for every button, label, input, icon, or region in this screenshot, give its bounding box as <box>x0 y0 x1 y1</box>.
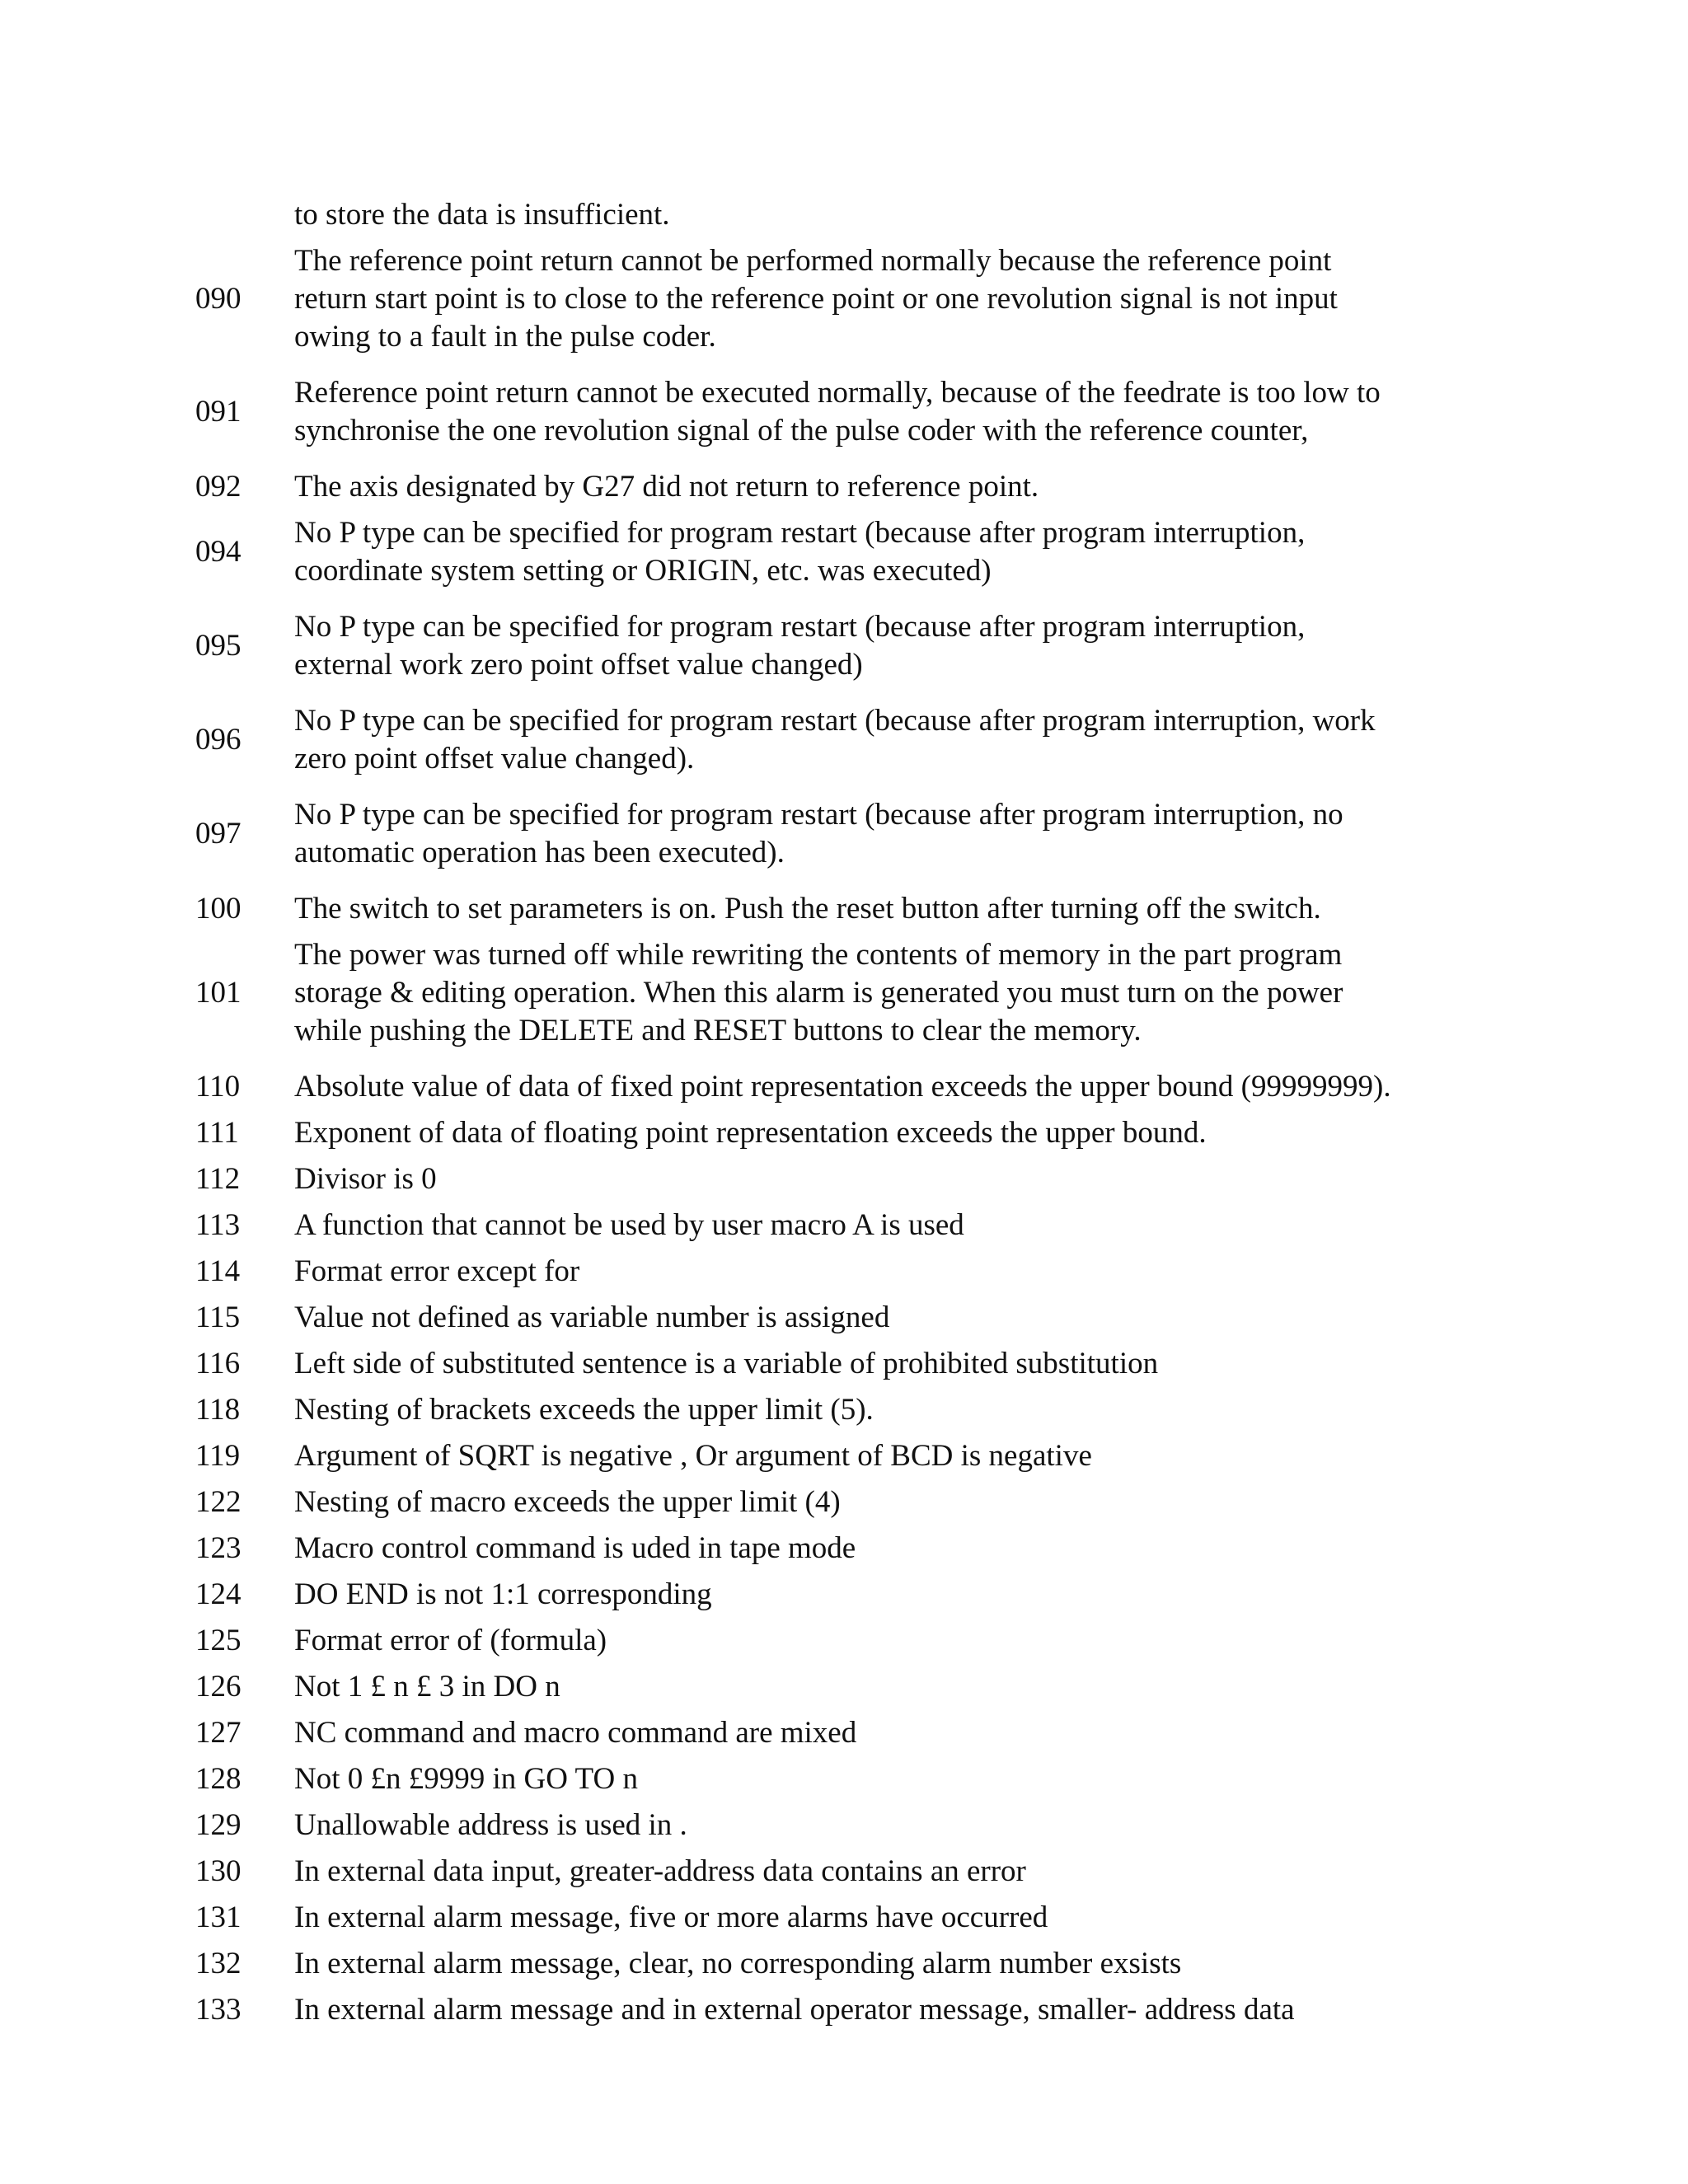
alarm-description <box>294 196 1481 234</box>
alarm-description <box>294 1530 1481 1568</box>
alarm-description-line: Exponent of data of floating point representation exceeds the upper bound. <box>294 1116 1207 1150</box>
alarm-code: 133 <box>195 1993 241 2027</box>
alarm-description-line: No P type can be specified for program restart (because after program interruption, work <box>294 704 1376 738</box>
alarm-code: 128 <box>195 1762 241 1796</box>
alarm-row <box>195 514 1481 590</box>
alarm-row <box>195 702 1481 778</box>
alarm-code: 095 <box>195 629 241 663</box>
alarm-code: 126 <box>195 1670 241 1704</box>
alarm-row <box>195 796 1481 872</box>
alarm-code: 125 <box>195 1624 241 1657</box>
alarm-description-line: Macro control command is uded in tape mode <box>294 1531 856 1565</box>
alarm-row <box>195 1991 1481 2029</box>
alarm-description-line: NC command and macro command are mixed <box>294 1716 857 1750</box>
alarm-description <box>294 1207 1481 1244</box>
alarm-code: 112 <box>195 1162 241 1196</box>
alarm-code: 094 <box>195 535 241 569</box>
alarm-description <box>294 1945 1481 1983</box>
alarm-row <box>195 1945 1481 1983</box>
alarm-description-line: Format error of (formula) <box>294 1624 607 1657</box>
alarm-row <box>195 1207 1481 1244</box>
alarm-row <box>195 608 1481 684</box>
alarm-row <box>195 1714 1481 1752</box>
alarm-description-line: external work zero point offset value changed) <box>294 648 863 682</box>
alarm-code: 096 <box>195 723 241 757</box>
alarm-description-line: Reference point return cannot be executed normally, because of the feedrate is too low to <box>294 376 1381 410</box>
alarm-description-line: Nesting of macro exceeds the upper limit (4) <box>294 1485 841 1519</box>
alarm-description-line: The reference point return cannot be performed normally because the reference point <box>294 244 1332 278</box>
alarm-code: 111 <box>195 1116 239 1150</box>
alarm-description-line: Argument of SQRT is negative , Or argument of BCD is negative <box>294 1439 1092 1473</box>
alarm-code: 118 <box>195 1393 241 1427</box>
alarm-description <box>294 1483 1481 1521</box>
alarm-row <box>195 1160 1481 1198</box>
alarm-description <box>294 1991 1481 2029</box>
alarm-description-line: Not 1 £ n £ 3 in DO n <box>294 1670 560 1704</box>
alarm-code: 122 <box>195 1485 241 1519</box>
alarm-code: 113 <box>195 1208 241 1242</box>
alarm-description <box>294 1437 1481 1475</box>
alarm-row <box>195 1668 1481 1706</box>
alarm-description <box>294 374 1481 450</box>
alarm-description <box>294 1299 1481 1337</box>
alarm-code: 097 <box>195 817 241 851</box>
alarm-description-line: to store the data is insufficient. <box>294 198 670 232</box>
alarm-code: 130 <box>195 1854 241 1888</box>
alarm-description-line: Nesting of brackets exceeds the upper limit (5). <box>294 1393 874 1427</box>
alarm-description-line: storage & editing operation. When this alarm is generated you must turn on the power <box>294 976 1343 1010</box>
alarm-row <box>195 1622 1481 1660</box>
alarm-row <box>195 1807 1481 1844</box>
alarm-code: 129 <box>195 1808 241 1842</box>
alarm-description <box>294 1576 1481 1614</box>
alarm-description-line: Format error except for <box>294 1254 580 1288</box>
alarm-description <box>294 468 1481 506</box>
alarm-code: 132 <box>195 1947 241 1980</box>
alarm-description-line: Left side of substituted sentence is a variable of prohibited substitution <box>294 1347 1159 1380</box>
alarm-description-line: automatic operation has been executed). <box>294 836 785 869</box>
alarm-description <box>294 1668 1481 1706</box>
alarm-description-line: In external alarm message, clear, no corresponding alarm number exsists <box>294 1947 1182 1980</box>
alarm-description-line: owing to a fault in the pulse coder. <box>294 320 716 354</box>
alarm-description <box>294 1899 1481 1937</box>
alarm-description <box>294 796 1481 872</box>
alarm-description-line: synchronise the one revolution signal of the pulse coder with the reference counter, <box>294 414 1309 448</box>
alarm-description <box>294 1068 1481 1106</box>
alarm-description <box>294 242 1481 356</box>
alarm-description-line: Unallowable address is used in . <box>294 1808 687 1842</box>
alarm-description <box>294 514 1481 590</box>
alarm-description <box>294 1253 1481 1291</box>
alarm-row <box>195 1299 1481 1337</box>
alarm-description <box>294 1391 1481 1429</box>
alarm-row <box>195 1853 1481 1891</box>
alarm-description <box>294 890 1481 928</box>
alarm-description-line: while pushing the DELETE and RESET buttons to clear the memory. <box>294 1014 1142 1047</box>
alarm-description <box>294 1760 1481 1798</box>
alarm-row <box>195 374 1481 450</box>
alarm-code: 091 <box>195 395 241 429</box>
alarm-code: 101 <box>195 976 241 1010</box>
alarm-description-line: In external alarm message, five or more alarms have occurred <box>294 1900 1048 1934</box>
alarm-row <box>195 242 1481 356</box>
alarm-row <box>195 1483 1481 1521</box>
alarm-row <box>195 468 1481 506</box>
alarm-description-line: Not 0 £n £9999 in GO TO n <box>294 1762 638 1796</box>
alarm-description <box>294 1714 1481 1752</box>
alarm-row <box>195 890 1481 928</box>
alarm-description-line: return start point is to close to the reference point or one revolution signal is not input <box>294 282 1338 316</box>
alarm-description-line: Value not defined as variable number is assigned <box>294 1301 890 1334</box>
alarm-description-line: DO END is not 1:1 corresponding <box>294 1577 712 1611</box>
alarm-description <box>294 702 1481 778</box>
alarm-code: 115 <box>195 1301 241 1334</box>
alarm-row <box>195 1068 1481 1106</box>
alarm-description-line: zero point offset value changed). <box>294 742 695 776</box>
alarm-row <box>195 1114 1481 1152</box>
alarm-description-line: No P type can be specified for program restart (because after program interruption, <box>294 610 1306 644</box>
alarm-row <box>195 196 1481 234</box>
alarm-code: 090 <box>195 282 241 316</box>
alarm-code-list <box>195 196 1481 2037</box>
alarm-row <box>195 936 1481 1050</box>
alarm-description-line: Absolute value of data of fixed point representation exceeds the upper bound (99999999). <box>294 1070 1391 1104</box>
alarm-row <box>195 1345 1481 1383</box>
alarm-description-line: In external alarm message and in external operator message, smaller- address data <box>294 1993 1295 2027</box>
alarm-description-line: In external data input, greater-address data contains an error <box>294 1854 1026 1888</box>
alarm-description-line: No P type can be specified for program restart (because after program interruption, no <box>294 798 1343 832</box>
alarm-description-line: The power was turned off while rewriting the contents of memory in the part program <box>294 938 1343 972</box>
alarm-description <box>294 1160 1481 1198</box>
alarm-description-line: The switch to set parameters is on. Push the reset button after turning off the switch. <box>294 892 1321 926</box>
alarm-code: 110 <box>195 1070 241 1104</box>
alarm-description-line: Divisor is 0 <box>294 1162 437 1196</box>
alarm-description <box>294 1114 1481 1152</box>
alarm-description <box>294 1807 1481 1844</box>
alarm-row <box>195 1391 1481 1429</box>
alarm-code: 116 <box>195 1347 241 1380</box>
alarm-description <box>294 1853 1481 1891</box>
alarm-row <box>195 1437 1481 1475</box>
alarm-description-line: No P type can be specified for program restart (because after program interruption, <box>294 516 1306 550</box>
alarm-description <box>294 936 1481 1050</box>
alarm-description <box>294 1345 1481 1383</box>
alarm-code: 124 <box>195 1577 241 1611</box>
alarm-row <box>195 1253 1481 1291</box>
alarm-row <box>195 1530 1481 1568</box>
alarm-code: 114 <box>195 1254 241 1288</box>
alarm-code: 119 <box>195 1439 241 1473</box>
alarm-row <box>195 1760 1481 1798</box>
alarm-description-line: A function that cannot be used by user macro A is used <box>294 1208 964 1242</box>
alarm-row <box>195 1576 1481 1614</box>
alarm-code: 127 <box>195 1716 241 1750</box>
alarm-description <box>294 1622 1481 1660</box>
alarm-code: 131 <box>195 1900 241 1934</box>
alarm-code: 123 <box>195 1531 241 1565</box>
alarm-description-line: coordinate system setting or ORIGIN, etc. was executed) <box>294 554 992 588</box>
alarm-row <box>195 1899 1481 1937</box>
alarm-code: 100 <box>195 892 241 926</box>
alarm-description-line: The axis designated by G27 did not return to reference point. <box>294 470 1039 504</box>
alarm-description <box>294 608 1481 684</box>
alarm-code: 092 <box>195 470 241 504</box>
